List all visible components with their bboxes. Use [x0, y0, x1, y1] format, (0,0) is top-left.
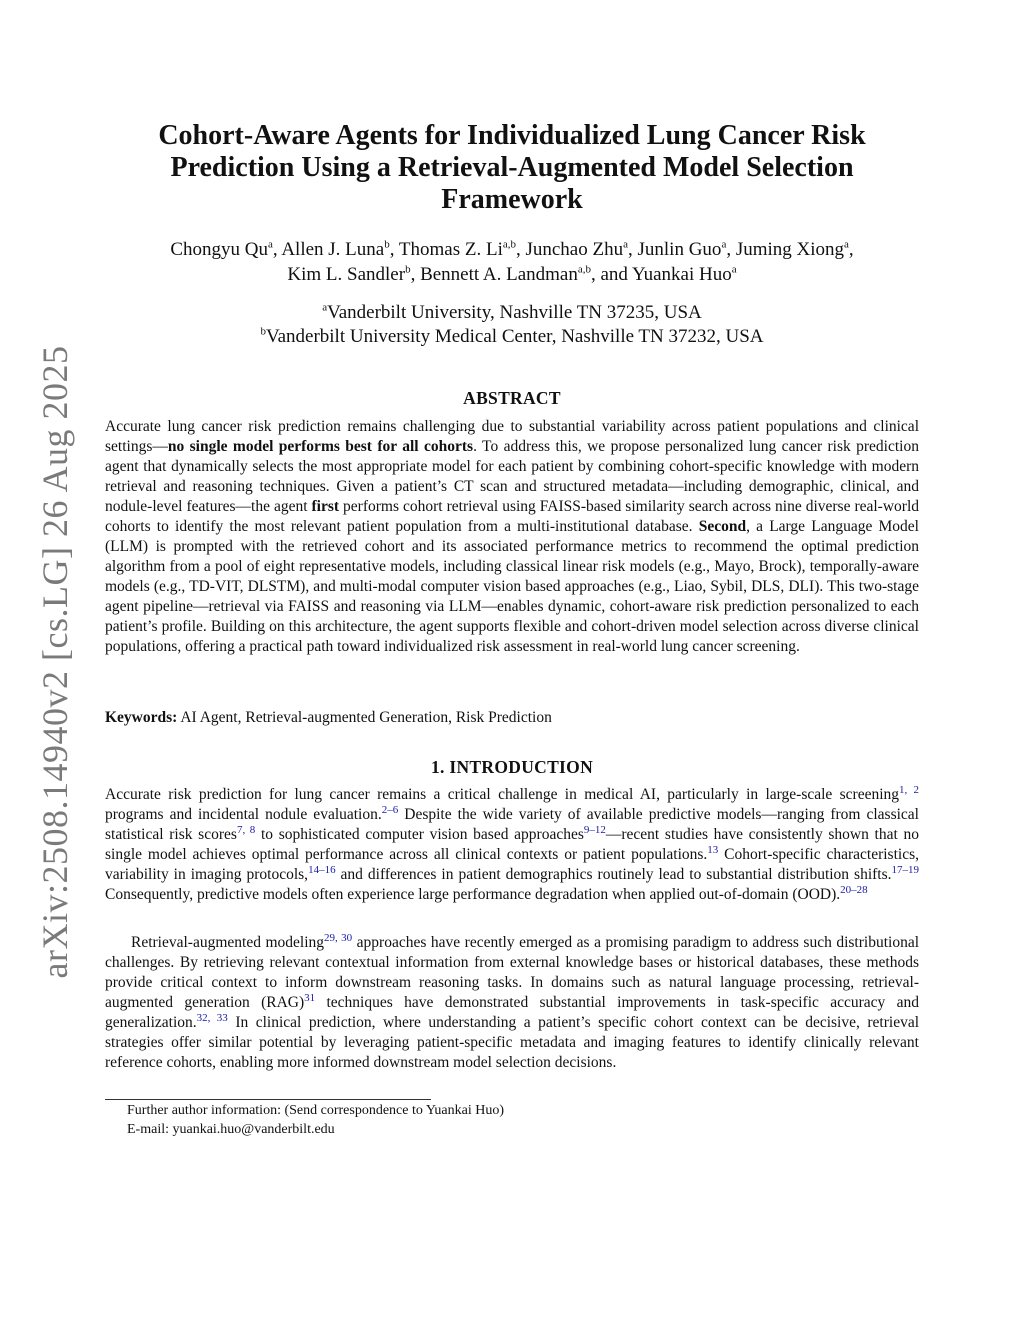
citation-link[interactable]: 1, 2 [899, 783, 919, 796]
author-affiliation-mark: a [844, 238, 849, 251]
footnote-rule [105, 1099, 431, 1100]
affiliation-mark: b [260, 325, 266, 338]
paragraph-text: approaches have recently emerged as a promising paradigm to address such distributional challenges. By retrieving relevant contextual information from external knowledge bases or historical databases, these methods provide critical context to inform downstream reasoning tasks. In domains such as natural language processing, retrieval-augmented generation (RAG) [105, 934, 920, 1011]
abstract-segment: . To address this, we propose personalized lung cancer risk prediction agent that dynamically selects the most appropriate model for each patient by combining cohort-specific knowledge with modern retrieval and reasoning techniques. Given a patient’s CT scan and structured metadata—including demographic, clinical, and nodule-level features—the agent [105, 438, 919, 515]
paper-title: Cohort-Aware Agents for Individualized Lung Cancer Risk Prediction Using a Retrieval-Augmented Model Selection Framework [158, 120, 866, 215]
keywords-line [105, 708, 919, 728]
affiliation-mark: a [322, 301, 328, 314]
author-affiliation-mark: a [623, 238, 628, 251]
citation-link[interactable]: 13 [707, 843, 719, 856]
paragraph-text: Despite the wide variety of available predictive models—ranging from classical statistical risk scores [105, 806, 919, 843]
paragraph-text: Retrieval-augmented modeling [131, 934, 325, 951]
citation-link[interactable]: 20–28 [840, 883, 868, 896]
author-name: Chongyu Qu [170, 239, 268, 260]
author-affiliation-mark: a [721, 238, 727, 251]
paragraph-text: to sophisticated computer vision based approaches [255, 826, 584, 843]
paragraph-text: Accurate risk prediction for lung cancer remains a critical challenge in medical AI, particularly in large-scale screening [105, 786, 900, 803]
abstract-text [105, 417, 919, 657]
author-name: Junchao Zhu [525, 239, 624, 260]
author-name: Kim L. Sandler [287, 264, 406, 285]
author-affiliation-mark: b [405, 263, 411, 276]
paragraph-text: —recent studies have consistently shown that no single model achieves optimal performance across all clinical contexts or patient populations. [105, 826, 920, 863]
abstract-bold-first: first [311, 498, 340, 515]
abstract-segment: Accurate lung cancer risk prediction remains challenging due to substantial variability across patient populations and clinical settings— [105, 418, 919, 455]
paragraph-text: In clinical prediction, where understanding a patient’s specific cohort context can be decisive, retrieval strategies offer similar potential by leveraging patient-specific metadata and imaging features to identify clinically relevant reference cohorts, enabling more informed downstream model selection decisions. [105, 1014, 920, 1071]
citation-link[interactable]: 32, 33 [196, 1011, 228, 1024]
author-affiliation-mark: b [384, 238, 390, 251]
intro-paragraph-1 [105, 785, 919, 905]
author-name: Allen J. Luna [281, 239, 385, 260]
citation-link[interactable]: 9–12 [583, 823, 606, 836]
citation-link[interactable]: 29, 30 [324, 931, 353, 944]
author-name: Thomas Z. Li [398, 239, 503, 260]
affiliations [100, 301, 924, 349]
author-affiliation-mark: a [267, 238, 273, 251]
affiliation-line [100, 301, 924, 325]
abstract-segment: performs cohort retrieval using FAISS-based similarity search across nine diverse real-world cohorts to identify the most relevant patient population from a multi-institutional database. [105, 498, 920, 535]
affiliation-text: Vanderbilt University, Nashville TN 37235, USA [327, 302, 702, 323]
author-affiliation-mark: a [731, 263, 737, 276]
intro-heading: 1. INTRODUCTION [430, 757, 594, 777]
author-name: Juming Xiong [735, 239, 845, 260]
author-name: Yuankai Huo [631, 264, 732, 285]
citation-link[interactable]: 17–19 [891, 863, 919, 876]
footnote-author-info: Further author information: (Send correspondence to Yuankai Huo) [127, 1103, 504, 1118]
citation-link[interactable]: 14–16 [308, 863, 336, 876]
footnotes [127, 1101, 727, 1139]
footnote-email: E-mail: yuankai.huo@vanderbilt.edu [127, 1122, 335, 1137]
author-affiliation-mark: a,b [577, 263, 591, 276]
intro-paragraph-2 [105, 933, 919, 1073]
paragraph-text: Cohort-specific characteristics, variability in imaging protocols, [105, 846, 919, 883]
citation-link[interactable]: 2–6 [381, 803, 399, 816]
author-affiliation-mark: a,b [502, 238, 516, 251]
author-list: Chongyu Qu$^a$, Allen J. Luna$^b$, Thomas Z. Li$^{a,b}$, Junchao Zhu$^a$, Junlin Guo$^a$, Juming Xiong$^a$, Kim L. Sandler$^b$, Bennett A. Landman$^{a,b}$, and Yuankai Huo$^a$ [170, 238, 854, 285]
keywords-text: AI Agent, Retrieval-augmented Generation, Risk Prediction [180, 709, 552, 726]
abstract-bold-second: Second [698, 518, 747, 535]
author-name: Bennett A. Landman [420, 264, 578, 285]
abstract-heading: ABSTRACT [463, 388, 561, 408]
paragraph-text: techniques have demonstrated substantial improvements in task-specific accuracy and generalization. [105, 994, 920, 1031]
keywords-label: Keywords: [105, 709, 178, 726]
paragraph-text: and differences in patient demographics routinely lead to substantial distribution shifts. [335, 866, 892, 883]
affiliation-line [100, 325, 924, 349]
paragraph-text: programs and incidental nodule evaluation. [105, 806, 382, 823]
citation-link[interactable]: 7, 8 [236, 823, 256, 836]
author-name: Junlin Guo [637, 239, 722, 260]
arxiv-identifier: arXiv:2508.14940v2 [cs.LG] 26 Aug 2025 [35, 345, 75, 979]
affiliation-text: Vanderbilt University Medical Center, Nashville TN 37232, USA [265, 326, 764, 347]
abstract-bold-claim: no single model performs best for all cohorts [167, 438, 474, 455]
paragraph-text: Consequently, predictive models often experience large performance degradation when applied out-of-domain (OOD). [105, 886, 841, 903]
citation-link[interactable]: 31 [304, 991, 316, 1004]
abstract-segment: , a Large Language Model (LLM) is prompted with the retrieved cohort and its associated performance metrics to recommend the optimal prediction algorithm from a pool of eight representative models, including classical linear risk models (e.g., Mayo, Brock), temporally-aware models (e.g., TD-VIT, DLSTM), and multi-modal computer vision based approaches (e.g., Liao, Sybil, DLS, DLI). This two-stage agent pipeline—retrieval via FAISS and reasoning via LLM—enables dynamic, cohort-aware risk prediction personalized to each patient’s profile. Building on this architecture, the agent supports flexible and cohort-driven model selection across diverse clinical populations, offering a practical path toward individualized risk assessment in real-world lung cancer screening. [105, 518, 919, 655]
